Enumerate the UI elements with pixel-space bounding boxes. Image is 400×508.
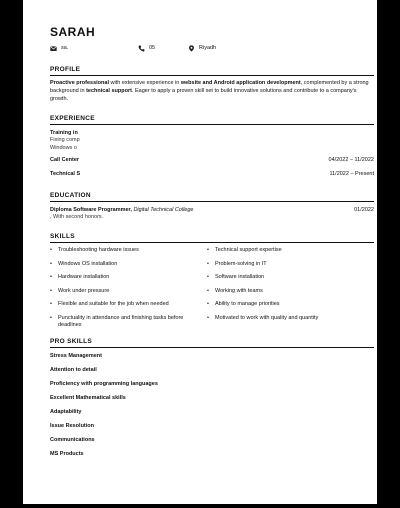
skill-text: Punctuality in attendance and finishing tasks before deadlines [58, 314, 184, 328]
job-item [50, 170, 374, 178]
pro-skill-item: Stress Management [50, 353, 102, 359]
skill-item: • Software installation [207, 274, 265, 280]
job-header [50, 170, 374, 178]
school: Digital Technical College [133, 207, 194, 213]
skill-item: • Hardware installation [50, 274, 110, 280]
pro-skills-section [50, 338, 374, 461]
profile-part: technical support [86, 88, 132, 94]
skill-text: Problem-solving in IT [215, 260, 267, 267]
skill-text: Ability to manage priorities [215, 301, 280, 307]
job-title: Call Center [50, 157, 80, 163]
job-item [50, 156, 374, 164]
skill-item: • Working with teams [207, 287, 263, 294]
education-section [50, 192, 374, 222]
skill-text: Hardware installation [58, 274, 110, 280]
job-header [50, 156, 374, 164]
profile-part: . Eager to apply a proven skill set to build innovative solutions and contribute to a company's growth. [50, 88, 357, 102]
education-note: , With second honors. [50, 214, 104, 220]
experience-heading: EXPERIENCE [50, 115, 374, 125]
profile-part: website and Android application development [180, 80, 301, 86]
education-header [50, 206, 374, 214]
resume-page [23, 0, 377, 504]
skill-text: Work under pressure [58, 287, 110, 294]
skills-grid [50, 247, 374, 336]
skill-text: Motivated to work with quality and quantity [215, 314, 319, 321]
email-text: sa. [61, 45, 69, 51]
skill-item: • Flexible and suitable for the job when needed [50, 301, 169, 307]
contact-location [188, 45, 216, 52]
job-item [50, 129, 374, 152]
skill-item: • Windows OS installation [50, 260, 118, 267]
skills-right-column [207, 247, 364, 336]
education-degree-line [50, 206, 193, 214]
skill-item: • Work under pressure [50, 287, 110, 294]
skill-text: Flexible and suitable for the job when needed [58, 301, 169, 307]
education-heading: EDUCATION [50, 192, 374, 202]
profile-summary [50, 79, 374, 103]
profile-part: Proactive professional [50, 80, 109, 86]
pro-skill-item: Proficiency with programming languages [50, 381, 158, 387]
degree: Diploma Software Programmer, [50, 207, 132, 213]
pro-skills-heading: PRO SKILLS [50, 338, 374, 348]
job-date: 04/2022 – 11/2022 [328, 157, 374, 163]
skill-item: • Technical support expertise [207, 247, 282, 253]
job-title: Technical S [50, 171, 81, 177]
skills-section [50, 233, 374, 336]
pro-skill-item: Issue Resolution [50, 423, 95, 429]
pro-skill-item: Adaptability [50, 409, 82, 415]
skill-item: • Problem-solving in IT [207, 260, 267, 267]
job-detail: Fixing comp [50, 137, 80, 143]
experience-section [50, 115, 374, 178]
pro-skill-item: Communications [50, 437, 95, 443]
job-header [50, 129, 374, 137]
profile-heading: PROFILE [50, 66, 374, 76]
location-text: Riyadh [199, 45, 217, 51]
location-pin-icon [188, 45, 195, 52]
pro-skill-item: MS Products [50, 451, 84, 457]
contact-info [50, 43, 374, 53]
job-date: 11/2022 – Present [329, 171, 374, 177]
skill-text: Working with teams [215, 287, 263, 294]
header [50, 24, 374, 53]
job-title: Training in [50, 130, 78, 136]
profile-part: with extensive experience in [109, 80, 181, 86]
candidate-name: SARAH [50, 25, 96, 39]
skill-item: • Ability to manage priorities [207, 301, 280, 307]
skill-text: Software installation [215, 274, 265, 280]
pro-skill-item: Attention to detail [50, 367, 97, 373]
skill-item: • Troubleshooting hardware issues [50, 247, 139, 253]
profile-section [50, 66, 374, 103]
phone-icon [138, 45, 145, 52]
job-detail: Windows o [50, 144, 77, 151]
email-icon [50, 45, 57, 52]
education-date: 01/2022 [354, 207, 374, 213]
contact-phone [138, 45, 188, 52]
profile-part: , complemented by a strong background in [50, 80, 369, 94]
skill-item: • Motivated to work with quality and quantity [207, 314, 319, 321]
skill-text: Technical support expertise [215, 247, 282, 253]
skill-text: Troubleshooting hardware issues [58, 247, 139, 253]
pro-skill-item: Excellent Mathematical skills [50, 395, 126, 401]
skills-heading: SKILLS [50, 233, 374, 243]
skill-item: • Punctuality in attendance and finishing tasks before deadlines [50, 315, 207, 330]
pro-skills-list [50, 349, 374, 461]
skills-left-column [50, 247, 207, 336]
skill-text: Windows OS installation [58, 260, 118, 267]
contact-email [50, 45, 138, 52]
phone-text: 05 [149, 45, 156, 51]
